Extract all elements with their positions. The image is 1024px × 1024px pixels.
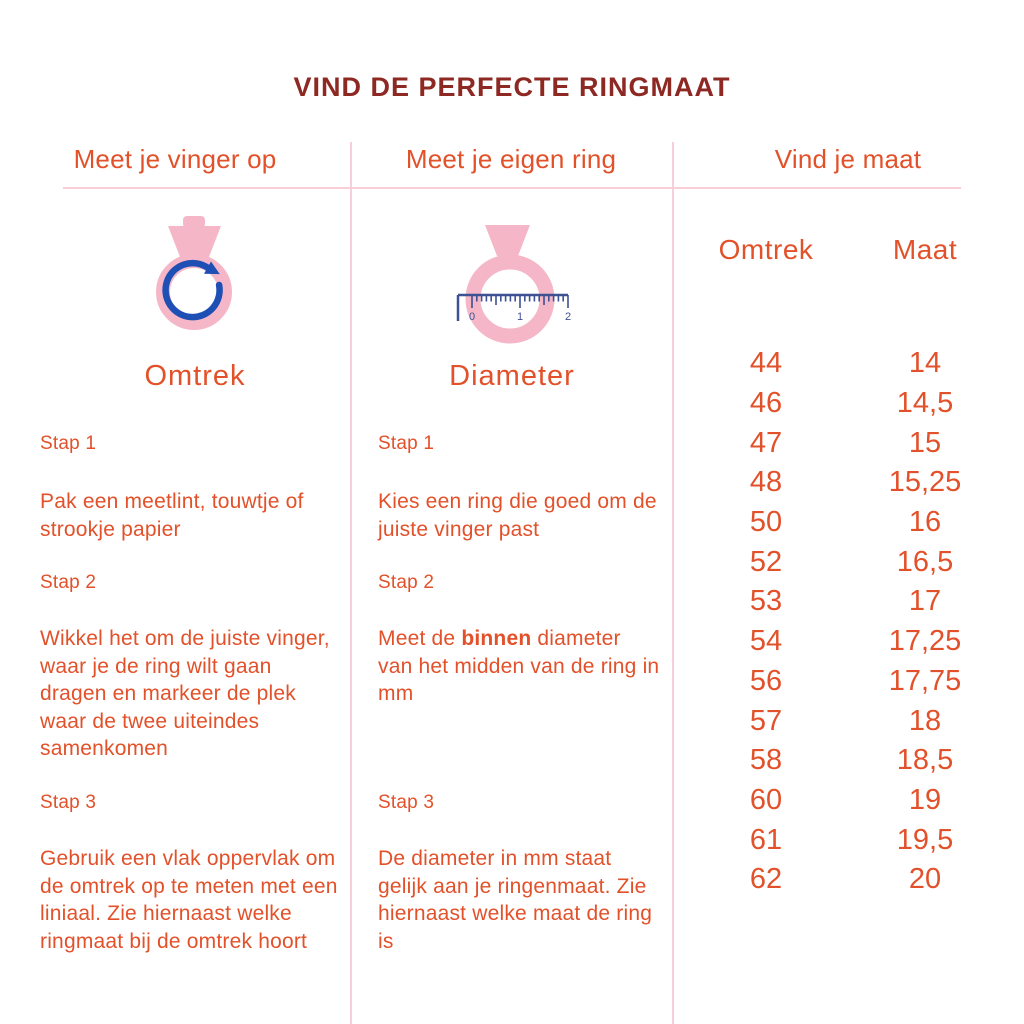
table-row — [672, 741, 1024, 781]
ring-step2-label: Stap 2 — [378, 572, 435, 593]
maat-value: 15,25 — [888, 466, 962, 499]
maat-value: 14,5 — [896, 387, 954, 420]
table-row — [672, 463, 1024, 503]
header-underline — [63, 187, 961, 189]
maat-value: 16,5 — [896, 545, 954, 578]
omtrek-value: 57 — [749, 704, 783, 737]
ring-step3-text: De diameter in mm staat gelijk aan je ringenmaat. Zie hiernaast welke maat de ring is — [378, 847, 653, 953]
finger-step1-text: Pak een meetlint, touwtje of strookje papier — [40, 490, 304, 541]
table-row — [672, 662, 1024, 702]
omtrek-value: 62 — [749, 863, 783, 896]
table-row — [672, 820, 1024, 860]
ring-circumference-icon — [138, 216, 252, 344]
maat-value: 19 — [908, 783, 942, 816]
maat-value: 18 — [908, 704, 942, 737]
table-row — [672, 622, 1024, 662]
finger-step2-text: Wikkel het om de juiste vinger, waar je de ring wilt gaan dragen en markeer de plek waar de twee uiteindes samenkomen — [40, 627, 330, 760]
size-table — [672, 344, 1024, 900]
table-row — [672, 503, 1024, 543]
maat-value: 19,5 — [896, 823, 954, 856]
maat-value: 14 — [908, 347, 942, 380]
maat-value: 15 — [908, 426, 942, 459]
table-row — [672, 860, 1024, 900]
omtrek-value: 53 — [749, 585, 783, 618]
ring-step1-label: Stap 1 — [378, 433, 435, 454]
omtrek-value: 50 — [749, 506, 783, 539]
table-row — [672, 542, 1024, 582]
finger-step3-text: Gebruik een vlak oppervlak om de omtrek op te meten met een liniaal. Zie hiernaast welke ringmaat bij de omtrek hoort — [40, 847, 338, 953]
finger-step1-label: Stap 1 — [40, 433, 97, 454]
omtrek-value: 60 — [749, 783, 783, 816]
maat-value: 17,75 — [888, 664, 962, 697]
maat-value: 18,5 — [896, 744, 954, 777]
binnen-emphasis: binnen — [461, 627, 532, 650]
ring-ruler-icon — [442, 218, 582, 348]
table-header-maat: Maat — [892, 234, 958, 265]
table-row — [672, 423, 1024, 463]
table-row — [672, 582, 1024, 622]
omtrek-value: 52 — [749, 545, 783, 578]
column-divider-left — [350, 142, 352, 1024]
table-row — [672, 384, 1024, 424]
table-row — [672, 344, 1024, 384]
omtrek-value: 44 — [749, 347, 783, 380]
ruler-label-2: 2 — [564, 311, 572, 323]
ruler-label-0: 0 — [468, 311, 476, 323]
page-title: VIND DE PERFECTE RINGMAAT — [293, 72, 731, 102]
ring-step3-label: Stap 3 — [378, 792, 435, 813]
omtrek-value: 56 — [749, 664, 783, 697]
finger-step3-label: Stap 3 — [40, 792, 97, 813]
column-header-finger: Meet je vinger op — [73, 144, 277, 174]
table-header-omtrek: Omtrek — [718, 234, 814, 265]
omtrek-value: 61 — [749, 823, 783, 856]
omtrek-label: Omtrek — [144, 360, 246, 392]
omtrek-value: 47 — [749, 426, 783, 459]
table-row — [672, 781, 1024, 821]
table-row — [672, 701, 1024, 741]
ring-step1-text: Kies een ring die goed om de juiste vinger past — [378, 490, 657, 541]
finger-step2-label: Stap 2 — [40, 572, 97, 593]
omtrek-value: 46 — [749, 387, 783, 420]
ring-step2-text: Meet de binnen diameter van het midden van de ring in mm — [378, 627, 660, 705]
maat-value: 17,25 — [888, 625, 962, 658]
maat-value: 17 — [908, 585, 942, 618]
maat-value: 20 — [908, 863, 942, 896]
ruler-label-1: 1 — [516, 311, 524, 323]
maat-value: 16 — [908, 506, 942, 539]
omtrek-value: 54 — [749, 625, 783, 658]
omtrek-value: 48 — [749, 466, 783, 499]
omtrek-value: 58 — [749, 744, 783, 777]
column-header-ring: Meet je eigen ring — [405, 144, 617, 174]
diameter-label: Diameter — [449, 360, 575, 392]
column-header-size: Vind je maat — [774, 144, 922, 174]
